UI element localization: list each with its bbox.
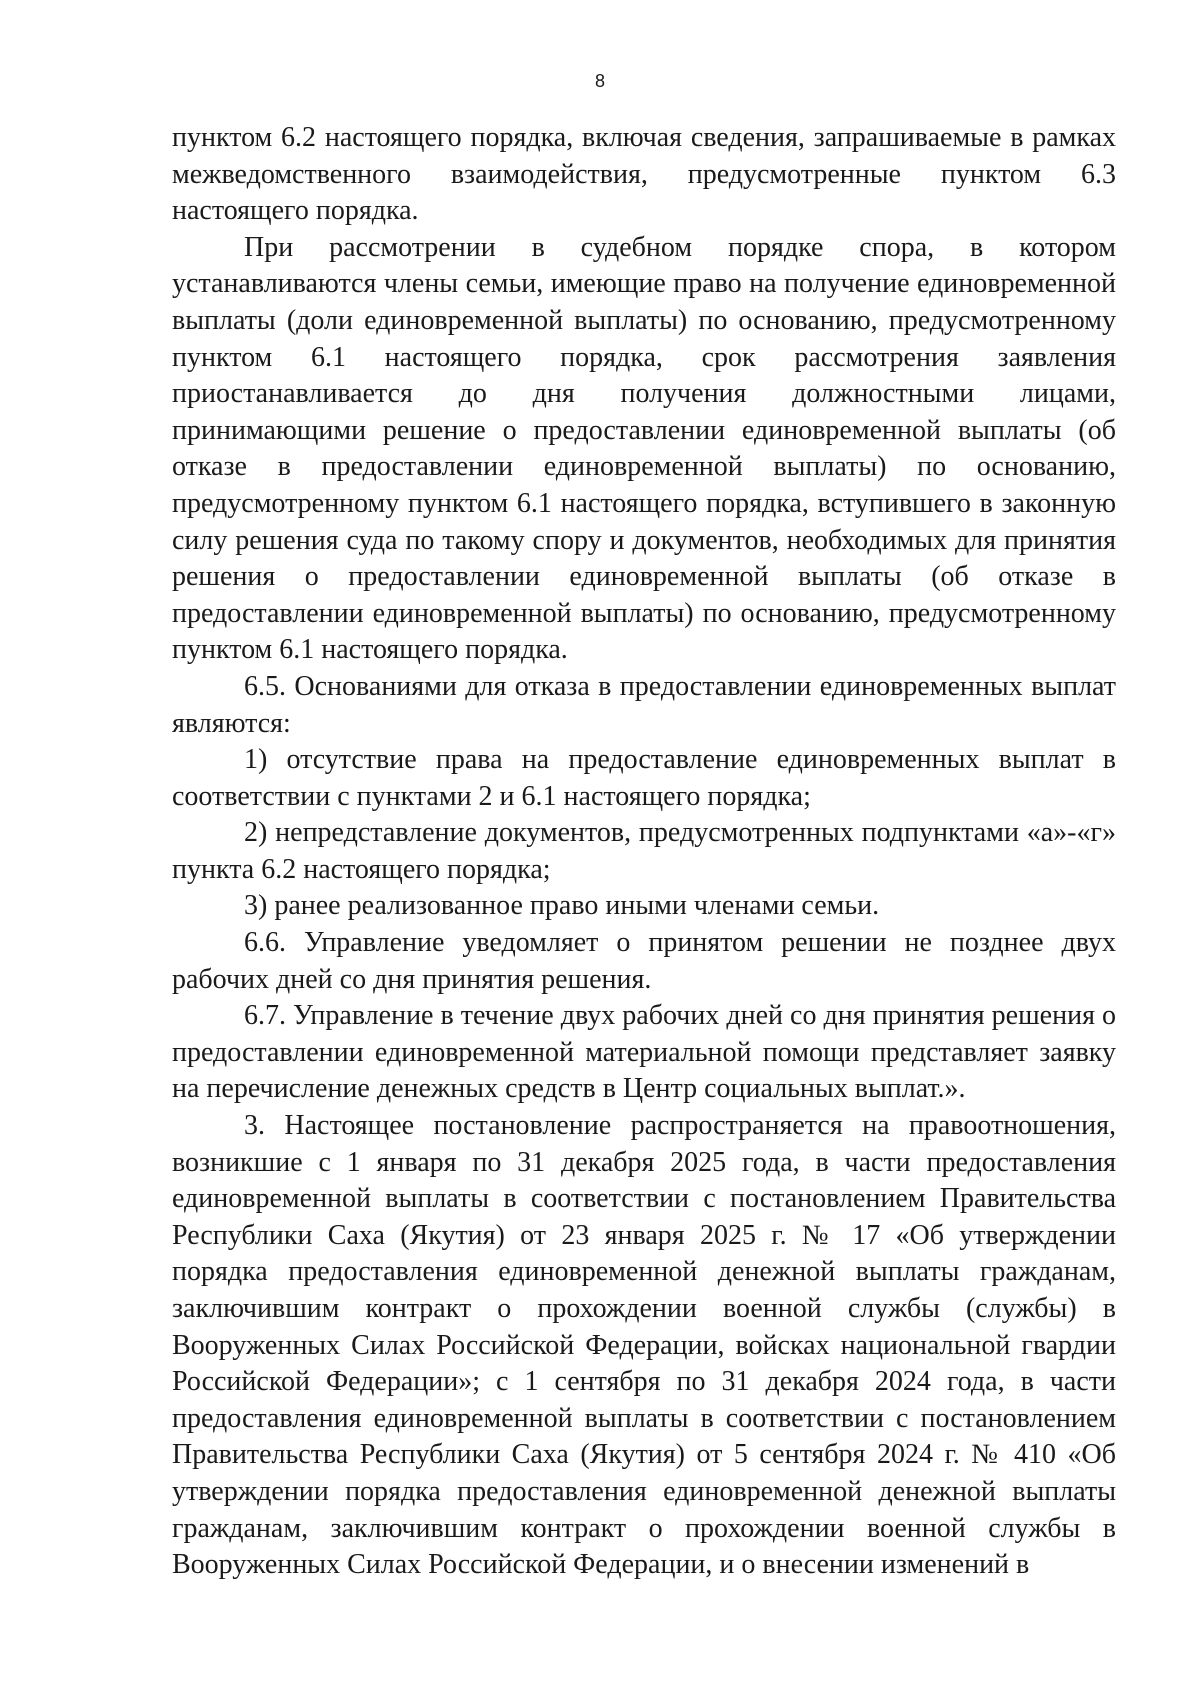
paragraph-6-5: 6.5. Основаниями для отказа в предоставлении единовременных выплат являются:: [172, 670, 1116, 739]
list-item-3: 3) ранее реализованное право иными членами семьи.: [244, 890, 880, 922]
paragraph-6-6: 6.6. Управление уведомляет о принятом решении не позднее двух рабочих дней со дня принятия решения.: [172, 927, 1116, 995]
page-number: 8: [594, 71, 605, 91]
list-item-2: 2) непредставление документов, предусмотренных подпунктами «а»-«г» пункта 6.2 настоящего порядка;: [172, 817, 1116, 885]
paragraph-court-dispute: При рассмотрении в судебном порядке спора, в котором устанавливаются члены семьи, имеющие право на получение единовременной выплаты (доли единовременной выплаты) по основанию, предусмотренному пунктом 6.1 настоящего порядка, срок рассмотрения заявления приостанавливается до дня получения должностными лицами, принимающими решение о предоставлении единовременной выплаты (об отказе в предоставлении единовременной выплаты) по основанию, предусмотренному пунктом 6.1 настоящего порядка, вступившего в законную силу решения суда по такому спору и документов, необходимых для принятия решения о предоставлении единовременной выплаты (об отказе в предоставлении единовременной выплаты) по основанию, предусмотренному пунктом 6.1 настоящего порядка.: [172, 231, 1116, 666]
paragraph-6-7: 6.7. Управление в течение двух рабочих дней со дня принятия решения о предоставлении единовременной материальной помощи представляет заявку на перечисление денежных средств в Центр социальных выплат.».: [172, 1000, 1116, 1105]
document-body: [172, 120, 1116, 1584]
list-item-1: 1) отсутствие права на предоставление единовременных выплат в соответствии с пунктами 2 и 6.1 настоящего порядка;: [172, 744, 1116, 812]
paragraph-continuation: пунктом 6.2 настоящего порядка, включая сведения, запрашиваемые в рамках межведомственного взаимодействия, предусмотренные пунктом 6.3 настоящего порядка.: [172, 122, 1116, 227]
paragraph-3: 3. Настоящее постановление распространяется на правоотношения, возникшие с 1 января по 31 декабря 2025 года, в части предоставления единовременной выплаты в соответствии с постановлением Правительства Республики Саха (Якутия) от 23 января 2025 г. № 17 «Об утверждении порядка предоставления единовременной денежной выплаты гражданам, заключившим контракт о прохождении военной службы (службы) в Вооруженных Силах Российской Федерации, войсках национальной гвардии Российской Федерации»; с 1 сентября по 31 декабря 2024 года, в части предоставления единовременной выплаты в соответствии с постановлением Правительства Республики Саха (Якутия) от 5 сентября 2024 г. № 410 «Об утверждении порядка предоставления единовременной денежной выплаты гражданам, заключившим контракт о прохождении военной службы в Вооруженных Силах Российской Федерации, и о внесении изменений в: [172, 1110, 1116, 1581]
